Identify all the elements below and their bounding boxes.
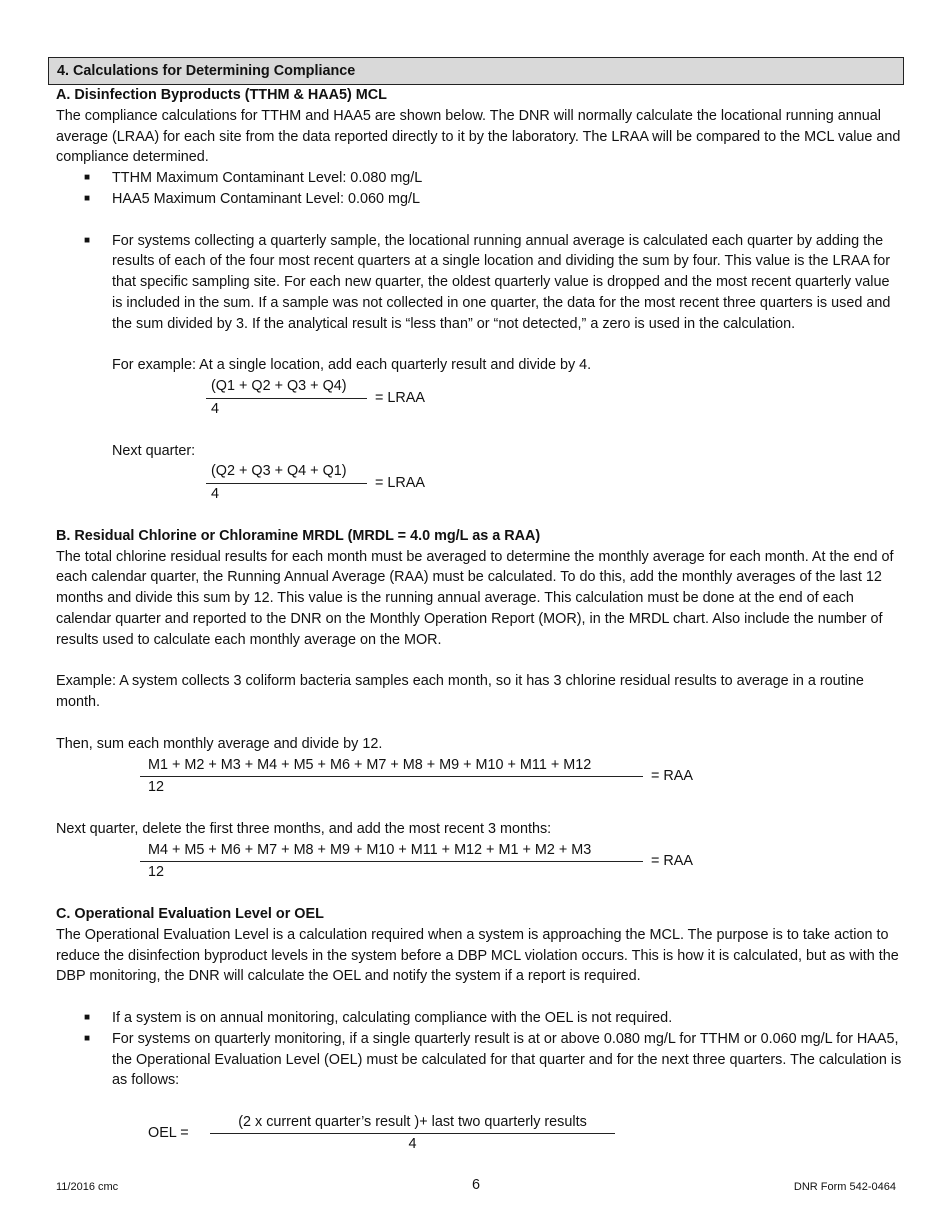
part-a-intro: The compliance calculations for TTHM and HAA5 are shown below. The DNR will normally calculate the locational running annual average (LRAA) for each site from the data reported directly to it by the laboratory. The LRAA will be compared to the MCL value and compliance determined. [56, 107, 901, 166]
list-item: ■ For systems on quarterly monitoring, if a single quarterly result is at or above 0.080 mg/L for TTHM or 0.060 mg/L for HAA5, the Operational Evaluation Level (OEL) must be calculated for that quarter and for the next three quarters. The calculation is as follows: [84, 1030, 902, 1089]
section-title: 4. Calculations for Determining Compliance [48, 57, 904, 85]
raa-formula-2 [140, 840, 903, 884]
part-b-heading: B. Residual Chlorine or Chloramine MRDL (MRDL = 4.0 mg/L as a RAA) [56, 527, 541, 544]
form-number: DNR Form 542-0464 [793, 1181, 896, 1193]
mcl-list [56, 168, 903, 210]
part-a-heading: A. Disinfection Byproducts (TTHM & HAA5) MCL [56, 87, 387, 103]
list-item: ■ If a system is on annual monitoring, calculating compliance with the OEL is not required. [56, 1008, 903, 1029]
oel-formula [148, 1112, 903, 1155]
example-text: For example: At a single location, add each quarterly result and divide by 4. [112, 357, 592, 374]
bullet-icon: ■ [84, 192, 91, 204]
raa-formula-1 [140, 755, 903, 799]
bullet-icon: ■ [84, 172, 91, 184]
part-b-example: Example: A system collects 3 coliform bacteria samples each month, so it has 3 chlorine residual results to average in a routine month. [56, 673, 864, 711]
next-quarter-label: Next quarter: [112, 442, 196, 459]
formula-numerator: (2 x current quarter’s result )+ last two quarterly results [210, 1112, 615, 1134]
page-number: 6 [471, 1177, 480, 1193]
formula-denominator: 4 [211, 400, 220, 417]
part-b-intro: The total chlorine residual results for each month must be averaged to determine the monthly average for each month. At the end of each calendar quarter, the Running Annual Average (RAA) must be calculated. To do this, add the monthly averages of the last 12 months and divide this sum by 12. This value is the running annual average. This calculation must be done at the end of each calendar quarter and reported to the DNR on the Monthly Operation Report (MOR), in the MRDL chart. Also include the number of results used to calculate each monthly average on the MOR. [56, 548, 894, 648]
formula-denominator: 4 [408, 1135, 417, 1152]
oel-list [56, 1008, 903, 1091]
oel-label: OEL = [148, 1124, 189, 1141]
formula-numerator: M1 + M2 + M3 + M4 + M5 + M6 + M7 + M8 + M9 + M10 + M11 + M12 [140, 755, 643, 778]
bullet-icon: ■ [84, 1012, 91, 1024]
part-b-next-text: Next quarter, delete the first three months, and add the most recent 3 months: [56, 820, 552, 837]
list-item: ■ HAA5 Maximum Contaminant Level: 0.060 mg/L [56, 189, 903, 210]
lraa-formula-1 [206, 376, 903, 420]
list-item: ■ For systems collecting a quarterly sample, the locational running annual average is calculated each quarter by adding the results of each of the four most recent quarters at a single location and dividing the sum by four. This value is the LRAA for that specific sampling site. For each new quarter, the oldest quarterly value is dropped and the most recent quarterly value is included in the sum. If a sample was not collected in one quarter, the data for the most recent three quarters is used and the sum divided by 3. If the analytical result is “less than” or “not detected,” a zero is used in the calculation. [84, 232, 891, 332]
formula-denominator: 4 [211, 486, 220, 503]
list-item: ■ TTHM Maximum Contaminant Level: 0.080 mg/L [56, 168, 903, 189]
lraa-formula-2 [206, 461, 903, 505]
page-footer [56, 1177, 896, 1197]
formula-denominator: 12 [148, 864, 165, 881]
formula-result: = LRAA [375, 389, 425, 406]
quarterly-list [56, 231, 903, 335]
part-b-then-text: Then, sum each monthly average and divide by 12. [56, 735, 383, 752]
formula-result: = RAA [651, 853, 693, 870]
formula-numerator: (Q1 + Q2 + Q3 + Q4) [206, 376, 367, 399]
formula-numerator: M4 + M5 + M6 + M7 + M8 + M9 + M10 + M11 + M12 + M1 + M2 + M3 [140, 840, 643, 863]
bullet-icon: ■ [84, 1032, 91, 1044]
footer-date: 11/2016 cmc [56, 1181, 119, 1193]
formula-numerator: (Q2 + Q3 + Q4 + Q1) [206, 461, 367, 484]
formula-result: = RAA [651, 767, 693, 784]
document-page [56, 57, 903, 1155]
part-c-heading: C. Operational Evaluation Level or OEL [56, 906, 324, 923]
formula-denominator: 12 [148, 779, 165, 796]
part-c-intro: The Operational Evaluation Level is a calculation required when a system is approaching the MCL. The purpose is to take action to reduce the disinfection byproduct levels in the system before a DBP MCL violation occurs. This is how it is calculated, but as with the DBP monitoring, the DNR will calculate the OEL and notify the system if a report is required. [56, 926, 899, 985]
bullet-icon: ■ [84, 234, 91, 246]
formula-result: = LRAA [375, 474, 425, 491]
